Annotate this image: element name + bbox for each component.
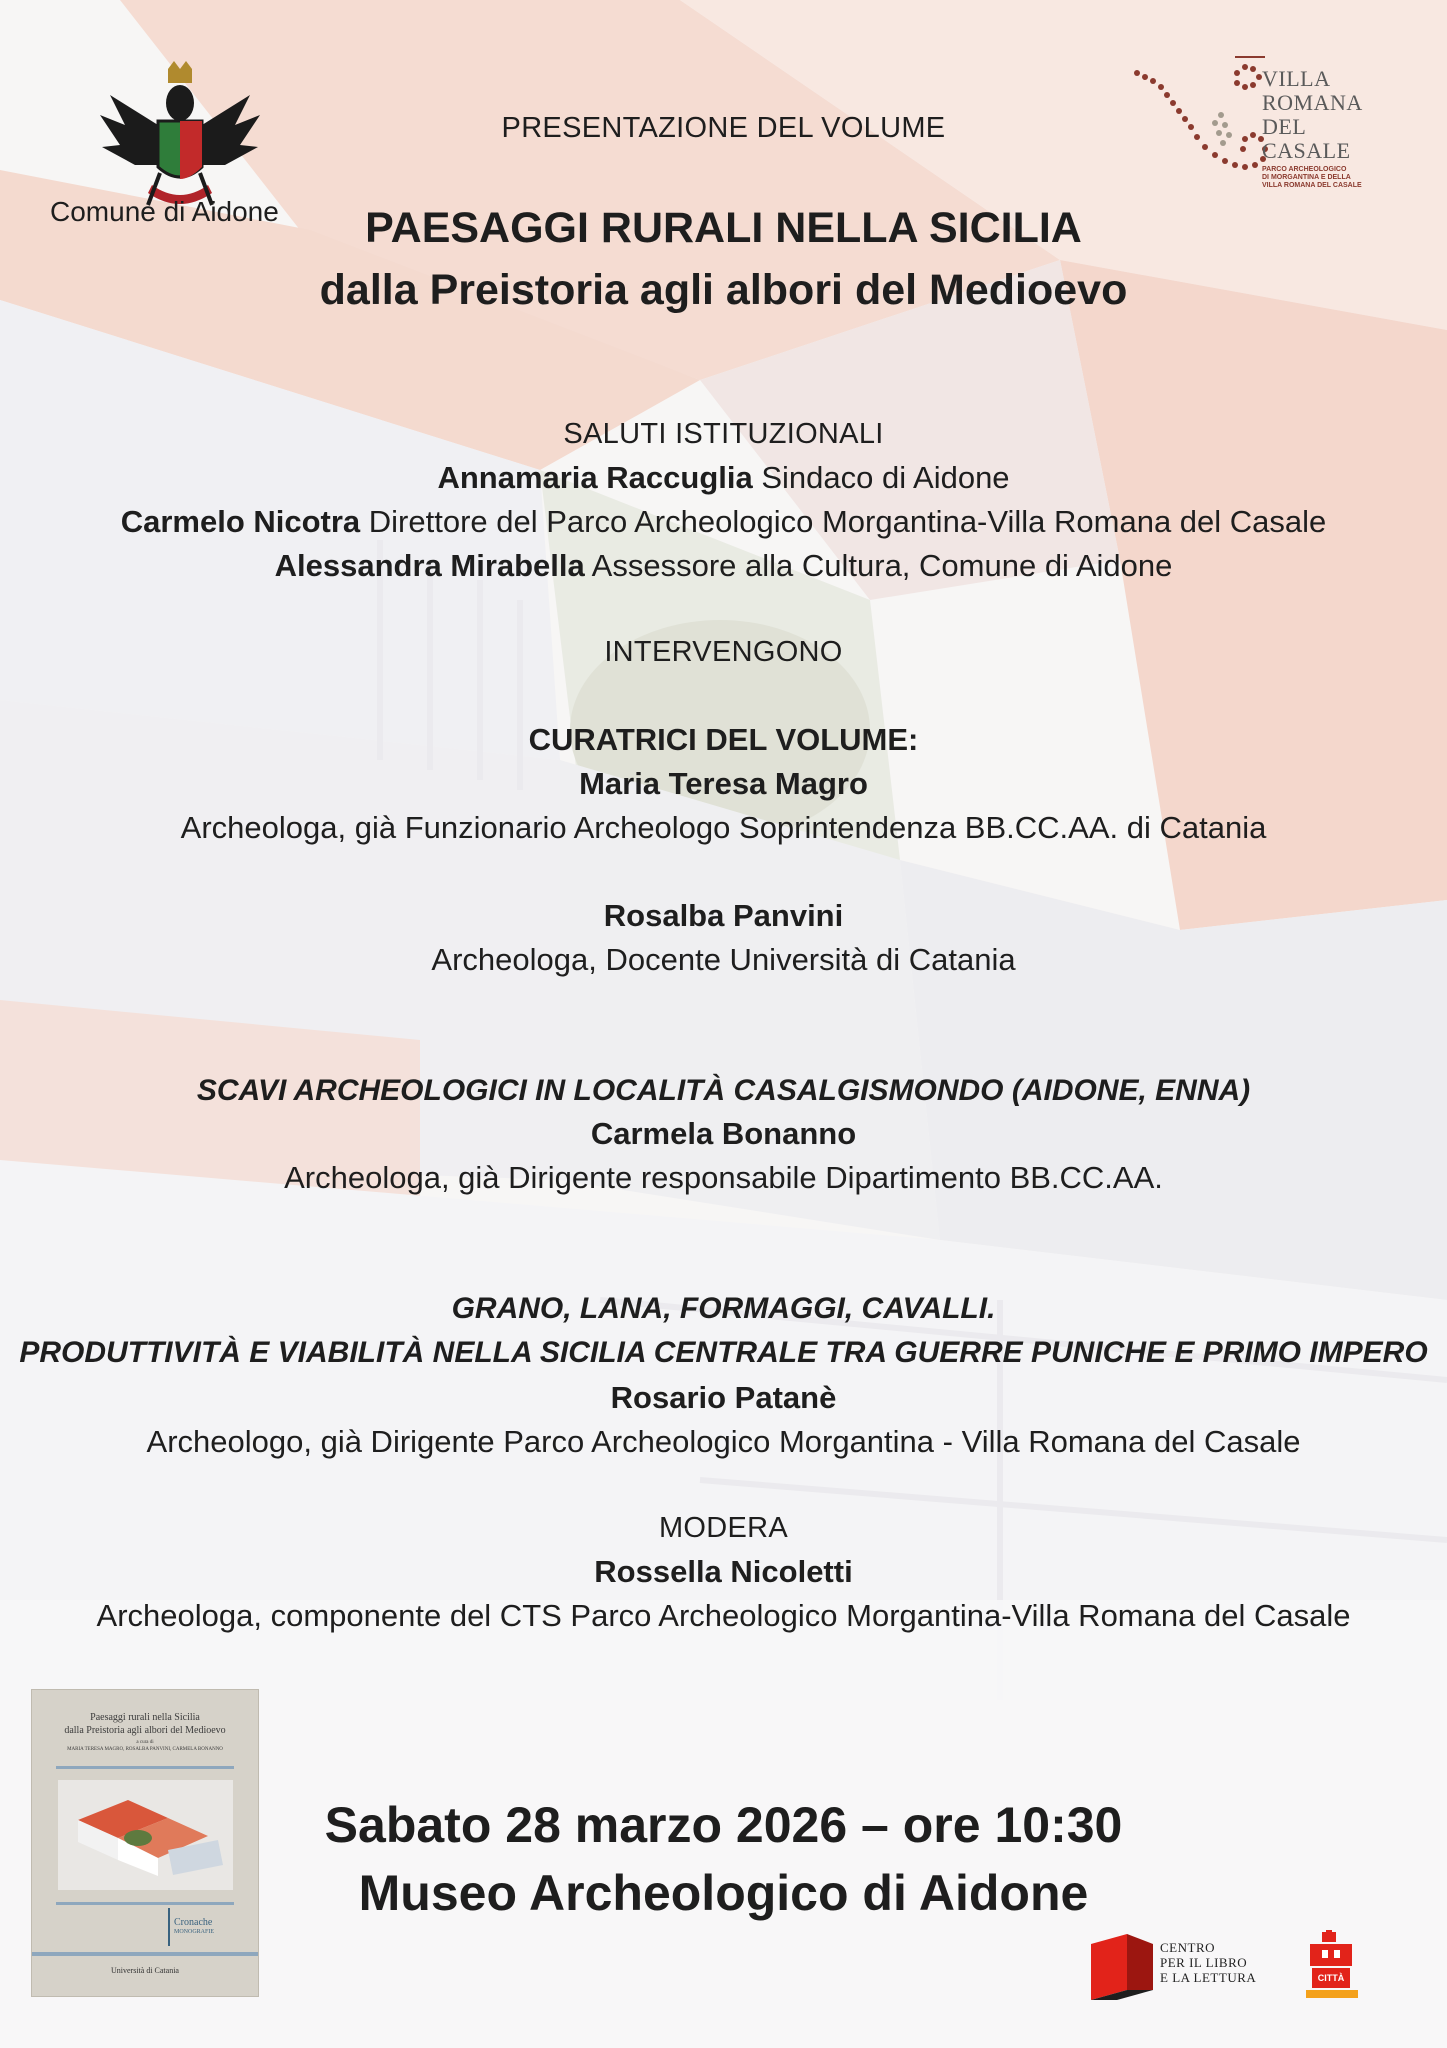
intervengono-heading: INTERVENGONO [604, 636, 843, 668]
talk-1-speaker: Carmela Bonanno [590, 1116, 857, 1151]
book-cover-divider [56, 1766, 234, 1769]
book-cover-title-2: dalla Preistoria agli albori del Medioevo [64, 1725, 226, 1736]
villa-logo-line-1: VILLA [1262, 66, 1331, 91]
book-cover-divider-2 [56, 1902, 234, 1905]
talk-2-title-line-1: GRANO, LANA, FORMAGGI, CAVALLI. [451, 1292, 996, 1325]
cepell-line-1: CENTRO [1160, 1940, 1215, 1955]
villa-logo-line-3: DEL [1262, 114, 1307, 139]
person-name: Alessandra Mirabella [274, 548, 585, 583]
book-cover-curatori-prefix: a cura di [136, 1740, 154, 1745]
moderator-role: Archeologa, componente del CTS Parco Archeologico Morgantina-Villa Romana del Casale [96, 1598, 1351, 1633]
book-cover-image [32, 1690, 258, 1996]
moderator-name: Rossella Nicoletti [594, 1554, 853, 1589]
person-name: Annamaria Raccuglia [437, 460, 753, 495]
villa-logo-small-3: VILLA ROMANA DEL CASALE [1262, 182, 1362, 189]
talk-2-speaker: Rosario Patanè [610, 1380, 837, 1415]
person-role: Direttore del Parco Archeologico Morgantina-Villa Romana del Casale [360, 504, 1327, 539]
saluti-heading: SALUTI ISTITUZIONALI [563, 418, 884, 450]
villa-logo-line-4: CASALE [1262, 138, 1351, 163]
book-cover-title-1: Paesaggi rurali nella Sicilia [90, 1712, 200, 1723]
book-cover-curatori: MARIA TERESA MAGRO, ROSALBA PANVINI, CARMELA BONANNO [67, 1747, 223, 1752]
comune-aidone-label: Comune di Aidone [50, 196, 279, 227]
saluti-person-1 [0, 460, 1447, 496]
book-cover-publisher: Università di Catania [111, 1966, 179, 1975]
curatrice-2-name: Rosalba Panvini [603, 898, 844, 933]
talk-1-title: SCAVI ARCHEOLOGICI IN LOCALITÀ CASALGISMONDO (AIDONE, ENNA) [196, 1074, 1251, 1107]
book-title-line-1: PAESAGGI RURALI NELLA SICILIA [365, 204, 1082, 252]
presentation-kicker: PRESENTAZIONE DEL VOLUME [501, 112, 946, 144]
saluti-person-3 [0, 548, 1447, 584]
villa-logo-small-2: DI MORGANTINA E DELLA [1262, 174, 1351, 181]
curatrici-heading: CURATRICI DEL VOLUME: [528, 722, 919, 757]
person-name: Carmelo Nicotra [120, 504, 361, 539]
book-cover-rule [168, 1908, 170, 1946]
curatrice-1-role: Archeologa, già Funzionario Archeologo Soprintendenza BB.CC.AA. di Catania [180, 810, 1267, 845]
talk-2-title-line-2: PRODUTTIVITÀ E VIABILITÀ NELLA SICILIA CENTRALE TRA GUERRE PUNICHE E PRIMO IMPERO [19, 1336, 1428, 1369]
book-cover-villa-icon [58, 1780, 233, 1890]
book-cover-collana: Cronache [174, 1917, 213, 1928]
talk-2-role: Archeologo, già Dirigente Parco Archeologico Morgantina - Villa Romana del Casale [146, 1424, 1301, 1459]
event-date-time: Sabato 28 marzo 2026 – ore 10:30 [324, 1797, 1123, 1853]
saluti-person-2 [0, 504, 1447, 540]
curatrice-1-name: Maria Teresa Magro [579, 766, 868, 801]
book-cover-bottom-bar [32, 1952, 258, 1956]
modera-heading: MODERA [658, 1512, 789, 1544]
villa-logo-line-2: ROMANA [1262, 90, 1363, 115]
talk-1-role: Archeologa, già Dirigente responsabile Dipartimento BB.CC.AA. [284, 1160, 1163, 1195]
book-title-line-2: dalla Preistoria agli albori del Medioevo [319, 266, 1128, 314]
curatrice-2-role: Archeologa, Docente Università di Catania [431, 942, 1016, 977]
villa-logo-small-1: PARCO ARCHEOLOGICO [1262, 166, 1347, 173]
svg-text:CITTÀ: CITTÀ [1317, 1973, 1345, 1983]
book-cover-collana-sub: MONOGRAFIE [174, 1929, 215, 1935]
person-role: Assessore alla Cultura, Comune di Aidone [584, 548, 1173, 583]
cepell-line-2: PER IL LIBRO [1160, 1955, 1248, 1970]
event-venue: Museo Archeologico di Aidone [358, 1865, 1089, 1921]
person-role: Sindaco di Aidone [752, 460, 1010, 495]
citta-che-legge-logo-icon [1302, 1930, 1362, 2000]
cepell-book-icon [1087, 1930, 1157, 2000]
cepell-line-3: E LA LETTURA [1160, 1970, 1257, 1985]
